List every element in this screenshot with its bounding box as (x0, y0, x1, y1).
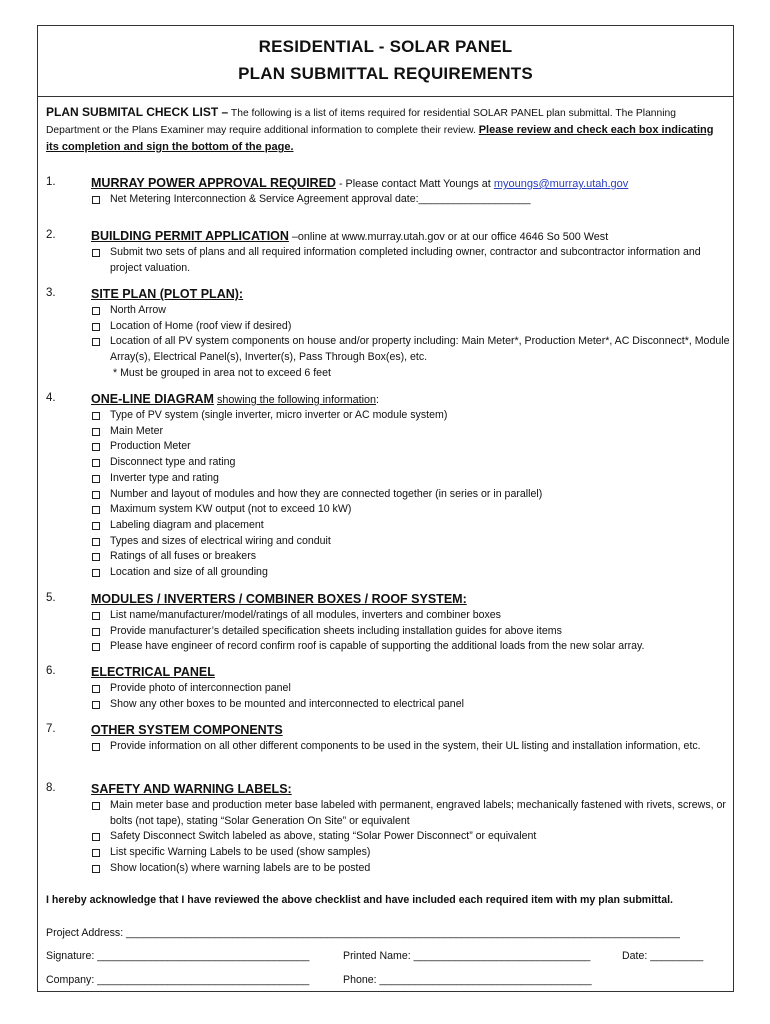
item-text: Show any other boxes to be mounted and interconnected to electrical panel (110, 697, 464, 710)
item-text: Maximum system KW output (not to exceed 10 kW) (110, 503, 352, 516)
item-text: Inverter type and rating (110, 471, 219, 484)
checklist-item (91, 408, 731, 424)
item-text: Main Meter (110, 424, 163, 437)
checklist-item (91, 798, 731, 829)
section-extra-colon: : (376, 394, 380, 406)
item-text: Types and sizes of electrical wiring and conduit (110, 534, 331, 547)
checklist-item (91, 739, 731, 755)
title-line-2: PLAN SUBMITTAL REQUIREMENTS (238, 64, 533, 83)
section-title: SITE PLAN (PLOT PLAN): (91, 287, 244, 301)
checkbox[interactable] (92, 323, 100, 331)
checkbox[interactable] (92, 833, 100, 841)
checklist-item (91, 845, 731, 861)
checkbox[interactable] (92, 701, 100, 709)
checkbox[interactable] (92, 506, 100, 514)
item-text: Submit two sets of plans and all required information completed including owner, contractor and subcontractor information and project valuation. (110, 246, 701, 274)
checkbox[interactable] (92, 569, 100, 577)
item-text: List specific Warning Labels to be used (show samples) (110, 846, 371, 859)
checkbox[interactable] (92, 628, 100, 636)
section-number: 2. (46, 229, 56, 241)
section-heading (91, 176, 628, 190)
intro-emphasis: Please review and check each box indicating its completion and sign the bottom of the page. (46, 124, 714, 153)
section-number: 1. (46, 176, 56, 188)
printed-name-field[interactable]: Printed Name: ______________________________ (343, 950, 591, 962)
checkbox[interactable] (92, 475, 100, 483)
item-text: Production Meter (110, 440, 191, 453)
checklist-item (91, 697, 731, 713)
section-heading (91, 592, 467, 606)
checklist-item (91, 192, 731, 208)
checkbox[interactable] (92, 849, 100, 857)
checklist-item (91, 424, 731, 440)
checkbox[interactable] (92, 522, 100, 530)
checklist-item (91, 861, 731, 877)
checklist (91, 608, 731, 655)
section-heading (91, 782, 292, 796)
section-heading (91, 665, 215, 679)
item-text: Ratings of all fuses or breakers (110, 550, 257, 563)
checklist-item (91, 334, 731, 365)
checklist-item (91, 549, 731, 565)
intro-text: The following is a list of items required for residential SOLAR PANEL plan submittal. The Planning Department or the Plans Examiner may require additional information to complete their review. (46, 108, 677, 136)
checklist-item (91, 624, 731, 640)
checklist (91, 408, 731, 581)
checklist (91, 192, 731, 208)
section-number: 8. (46, 782, 56, 794)
section-title: MURRAY POWER APPROVAL REQUIRED (91, 176, 336, 190)
section-title: ELECTRICAL PANEL (91, 665, 215, 679)
section-number: 3. (46, 287, 56, 299)
item-text: North Arrow (110, 304, 166, 316)
checkbox[interactable] (92, 685, 100, 693)
section-number: 5. (46, 592, 56, 604)
checklist (91, 681, 731, 712)
checklist-item (91, 319, 731, 335)
checklist-item (91, 565, 731, 581)
checkbox[interactable] (92, 743, 100, 751)
checklist-item (91, 245, 731, 276)
checkbox[interactable] (92, 307, 100, 315)
checklist-item (91, 471, 731, 487)
checklist (91, 798, 731, 877)
checkbox[interactable] (92, 443, 100, 451)
signature-field[interactable]: Signature: ____________________________________ (46, 950, 310, 962)
section-title: BUILDING PERMIT APPLICATION (91, 229, 289, 243)
checkbox[interactable] (92, 491, 100, 499)
section-heading (91, 229, 608, 243)
section-title: OTHER SYSTEM COMPONENTS (91, 723, 283, 737)
checkbox[interactable] (92, 412, 100, 420)
item-text: Show location(s) where warning labels are to be posted (110, 861, 371, 874)
item-text: Location and size of all grounding (110, 566, 268, 579)
email-link[interactable]: myoungs@murray.utah.gov (493, 178, 629, 190)
checklist (91, 303, 731, 382)
section-extra: –online at www.murray.utah.gov or at our office 4646 So 500 West (288, 231, 609, 243)
title-box (38, 26, 733, 97)
project-address-field[interactable]: Project Address: ______________________________________________________________________________________________ (46, 927, 680, 939)
checklist-item (91, 608, 731, 624)
item-text: Number and layout of modules and how they are connected together (in series or in parallel) (110, 487, 543, 500)
section-heading (91, 287, 243, 301)
item-text: Provide photo of interconnection panel (110, 682, 291, 694)
checkbox[interactable] (92, 802, 100, 810)
intro-paragraph (46, 104, 728, 156)
item-text: Location of Home (roof view if desired) (110, 319, 292, 332)
checklist-item (91, 303, 731, 319)
form-frame (37, 25, 734, 992)
item-text: Safety Disconnect Switch labeled as above, stating “Solar Power Disconnect” or equivalent (110, 830, 537, 843)
checkbox[interactable] (92, 553, 100, 561)
checkbox[interactable] (92, 249, 100, 257)
checkbox[interactable] (92, 338, 100, 346)
item-text: Provide manufacturer’s detailed specification sheets including installation guides for above items (110, 624, 562, 637)
checklist-item (91, 829, 731, 845)
checklist-item (91, 518, 731, 534)
checkbox[interactable] (92, 196, 100, 204)
acknowledgement-text: I hereby acknowledge that I have reviewed the above checklist and have included each required item with my plan submittal. (46, 894, 673, 906)
checkbox[interactable] (92, 865, 100, 873)
intro-lead: PLAN SUBMITAL CHECK LIST – (46, 105, 229, 119)
item-text: Location of all PV system components on house and/or property including: Main Meter*, Production Meter*, AC Disconnect*, Module Array(s), Electrical Panel(s), Inverter(s), Pass Through Box(es), etc. (110, 335, 730, 364)
item-text: Disconnect type and rating (110, 456, 236, 469)
phone-field[interactable]: Phone: ____________________________________ (343, 974, 592, 986)
section-number: 6. (46, 665, 56, 677)
item-text: Labeling diagram and placement (110, 518, 264, 531)
section-number: 4. (46, 392, 56, 404)
checkbox[interactable] (92, 538, 100, 546)
checklist-item (91, 681, 731, 697)
checklist-item (91, 502, 731, 518)
checklist (91, 245, 731, 276)
checklist-item (91, 639, 731, 655)
section-heading (91, 723, 283, 737)
item-text: Main meter base and production meter base labeled with permanent, engraved labels; mechanically fastened with rivets, screws, or bolts (not tape), stating “Solar Generation On Site” or equivalent (110, 799, 726, 827)
section-number: 7. (46, 723, 56, 735)
checklist (91, 739, 731, 755)
item-text: Type of PV system (single inverter, micro inverter or AC module system) (110, 409, 448, 421)
checklist-item (91, 534, 731, 550)
checklist-item (91, 487, 731, 503)
date-field[interactable]: Date: _________ (622, 950, 704, 962)
checklist-item (91, 439, 731, 455)
item-text: Please have engineer of record confirm roof is capable of supporting the additional loads from the new solar array. (110, 640, 645, 653)
checkbox[interactable] (92, 459, 100, 467)
item-text: List name/manufacturer/model/ratings of all modules, inverters and combiner boxes (110, 609, 501, 621)
section-title: MODULES / INVERTERS / COMBINER BOXES / ROOF SYSTEM: (91, 592, 467, 606)
checklist-item (91, 455, 731, 471)
checkbox[interactable] (92, 643, 100, 651)
checkbox[interactable] (92, 612, 100, 620)
item-text: Net Metering Interconnection & Service Agreement approval date:___________________ (110, 193, 531, 205)
company-field[interactable]: Company: ____________________________________ (46, 974, 310, 986)
section-heading (91, 392, 379, 406)
section-extra: - Please contact Matt Youngs at (335, 178, 494, 190)
section-title: ONE-LINE DIAGRAM (91, 392, 214, 406)
title-line-1: RESIDENTIAL - SOLAR PANEL (258, 37, 513, 56)
item-text: Provide information on all other different components to be used in the system, their UL listing and installation information, etc. (110, 740, 701, 752)
checkbox[interactable] (92, 428, 100, 436)
section-extra: showing the following information (216, 394, 377, 406)
grouping-note: * Must be grouped in area not to exceed 6 feet (113, 366, 331, 379)
section-title: SAFETY AND WARNING LABELS: (91, 782, 292, 796)
